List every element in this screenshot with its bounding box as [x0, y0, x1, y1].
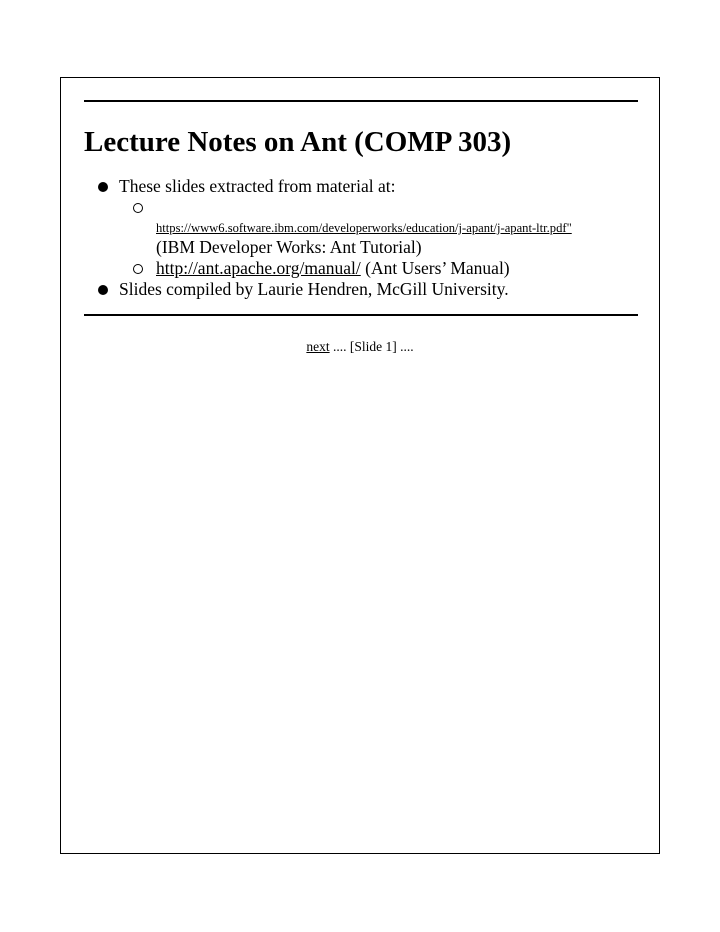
list-item-text: These slides extracted from material at:	[119, 176, 396, 196]
bullet-dot-icon	[98, 182, 108, 192]
sub-list-item	[84, 258, 644, 279]
slide-navigation	[0, 338, 720, 356]
sub-item-text: (Ant Users’ Manual)	[360, 258, 510, 278]
bullet-circle-icon	[133, 264, 143, 274]
bottom-divider	[84, 314, 638, 316]
ibm-tutorial-link[interactable]: https://www6.software.ibm.com/developerworks/education/j-apant/j-apant-ltr.pdf"	[156, 221, 572, 235]
next-link[interactable]: next	[306, 339, 330, 354]
ant-manual-link[interactable]: http://ant.apache.org/manual/	[156, 258, 361, 278]
spacer	[156, 197, 644, 218]
page-title: Lecture Notes on Ant (COMP 303)	[84, 126, 512, 158]
bullet-circle-icon	[133, 203, 143, 213]
top-divider	[84, 100, 638, 102]
list-item	[84, 176, 644, 197]
list-item-text: Slides compiled by Laurie Hendren, McGill University.	[119, 279, 509, 299]
sub-list-item	[84, 197, 644, 258]
bullet-list	[84, 176, 644, 300]
list-item	[84, 279, 644, 300]
sub-item-text: (IBM Developer Works: Ant Tutorial)	[156, 237, 422, 257]
slide-indicator: .... [Slide 1] ....	[329, 339, 414, 354]
bullet-dot-icon	[98, 285, 108, 295]
